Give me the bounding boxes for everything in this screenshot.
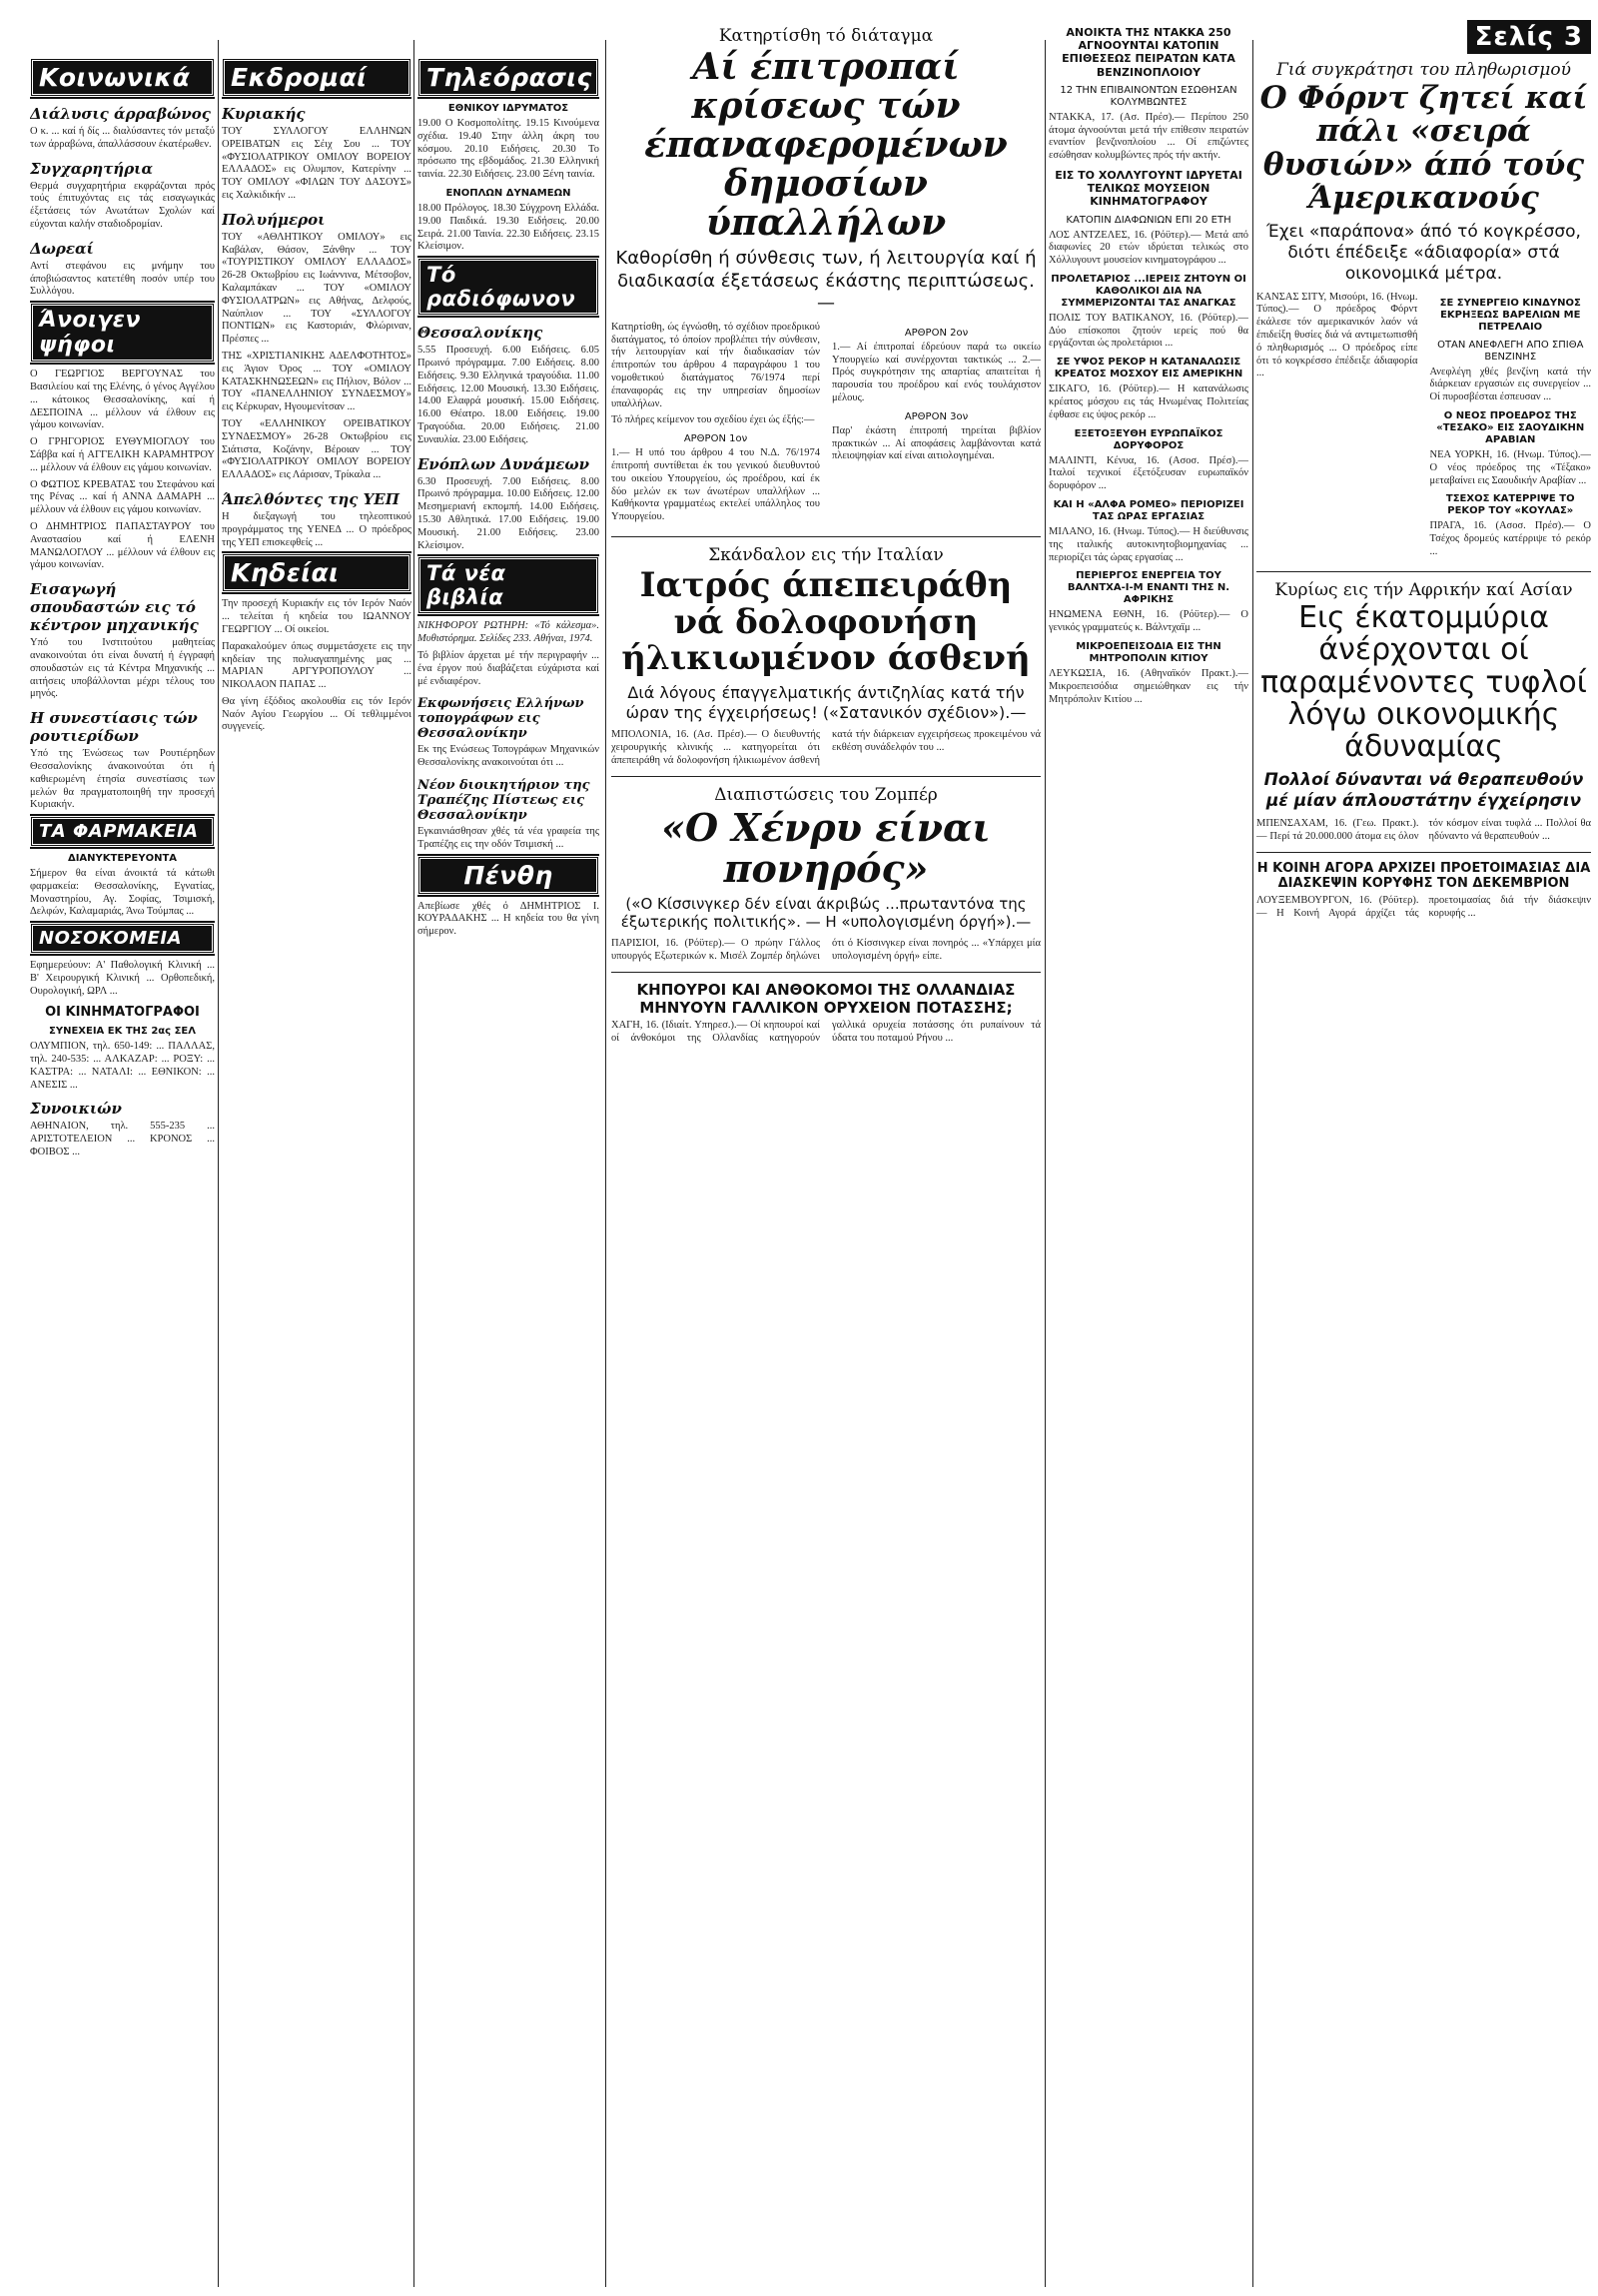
headline: ΕΙΣ ΤΟ ΧΟΛΛΥΓΟΥΝΤ ΙΔΡΥΕΤΑΙ ΤΕΛΙΚΩΣ ΜΟΥΣΕΙΟΝ ΚΙΝΗΜΑΤΟΓΡΑΦΟΥ — [1055, 168, 1242, 209]
divider — [611, 972, 1041, 973]
article-subhead: ΑΡΘΡΟΝ 3ον — [904, 410, 969, 422]
paragraph: Η διεξαγωγή του τηλεοπτικού προγράμματος της ΥΕΝΕΔ ... Ο πρόεδρος της ΥΕΠ επισκεφθείς ... — [222, 510, 411, 548]
kicker: Κυρίως εις τήν Αφρικήν καί Ασίαν — [1274, 579, 1573, 600]
subhead: Εισαγωγή σπουδαστών εις τό κέντρον μηχανικής — [30, 580, 199, 635]
subhead: ΚΑΤΟΠΙΝ ΔΙΑΦΩΝΙΩΝ ΕΠΙ 20 ΕΤΗ — [1066, 214, 1231, 226]
paragraph: Θα γίνη έξόδιος ακολουθία εις τόν Ιερόν Ναόν Αγίου Γεωργίου ... Οί τεθλιμμένοι συγγενείς. — [222, 695, 411, 733]
paragraph: Τό πλήρες κείμενον του σχεδίου έχει ώς έξής:— — [611, 414, 815, 426]
paragraph: 19.00 Ο Κοσμοπολίτης. 19.15 Κινούμενα σχέδια. 19.40 Στην άλλη άκρη του κόσμου. 20.10 Ειδήσεις. 20.30 Το πρόσωπο της εβδομάδος. 21.30 Ελληνική ταινία. 22.30 Ειδήσεις. 23.00 Ξένη ταινία. — [417, 118, 599, 181]
paragraph: ΛΕΥΚΩΣΙΑ, 16. (Αθηναϊκόν Πρακτ.).— Μικροεπεισόδια σημειώθηκαν εις τήν Μητρόπολιν Κιτίου ... — [1049, 668, 1248, 705]
deck: Καθορίσθη ή σύνθεσις των, ή λειτουργία καί ή διαδικασία έξετάσεως έκάστης περιπτώσεως.— — [615, 248, 1037, 315]
box-subhead: ΟΤΑΝ ΑΝΕΦΛΕΓΗ ΑΠΟ ΣΠΙΘΑ ΒΕΝΖΙΝΗΣ — [1437, 339, 1584, 363]
paragraph: 5.55 Προσευχή. 6.00 Ειδήσεις. 6.05 Πρωινό πρόγραμμα. 7.00 Ειδήσεις. 8.00 Ειδήσεις. 9.30 Ελληνικά τραγούδια. 11.00 Ειδήσεις. 12.00 Μουσική. 13.30 Ειδήσεις. 14.00 Ελαφρά μουσική. 15.00 Ειδήσεις. 16.00 Θέατρο. 18.00 Ειδήσεις. 19.00 Τραγούδια. 20.00 Ειδήσεις. 21.00 Συναυλία. 23.00 Ειδήσεις. — [417, 345, 599, 445]
section-banner: Εκδρομαί — [222, 58, 411, 97]
headline: ΑΝΟΙΚΤΑ ΤΗΣ ΝΤΑΚΚΑ 250 ΑΓΝΟΟΥΝΤΑΙ ΚΑΤΟΠΙΝ ΕΠΙΘΕΣΕΩΣ ΠΕΙΡΑΤΩΝ ΚΑΤΑ ΒΕΝΖΙΝΟΠΛΟΙΟΥ — [1062, 26, 1235, 79]
column-rule — [218, 40, 219, 2287]
kicker: Σκάνδαλον εις τήν Ιταλίαν — [708, 545, 944, 566]
subhead: Νέον διοικητήριον της Τραπέζης Πίστεως εις Θεσσαλονίκην — [417, 777, 590, 823]
paragraph: ΜΠΕΝΣΑΧΑΜ, 16. (Γεω. Πρακτ.).— Περί τά 20.000.000 άτομα εις όλον τόν κόσμον είναι τυφλά ... Πολλοί θα ηδύναντο νά θεραπευθούν ... — [1256, 818, 1591, 843]
paragraph: Σήμερον θα είναι άνοικτά τά κάτωθι φαρμακεία: Θεσσαλονίκης, Εγνατίας, Μοναστηρίου, Αγ. Σοφίας, Τσιμισκή, Δελφών, Καλαμαριάς, Άνω Τούμπας ... — [30, 868, 215, 918]
headline: ΜΙΚΡΟΕΠΕΙΣΟΔΙΑ ΕΙΣ ΤΗΝ ΜΗΤΡΟΠΟΛΙΝ ΚΙΤΙΟΥ — [1076, 641, 1221, 665]
paragraph: ΛΟΥΞΕΜΒΟΥΡΓΟΝ, 16. (Ρόϋτερ).— Η Κοινή Αγορά άρχίζει τάς προετοιμασίας διά τήν διάσκεψιν κορυφής ... — [1256, 895, 1591, 919]
paragraph: Εφημερεύουν: Α' Παθολογική Κλινική ... Β' Χειρουργική Κλινική ... Ορθοπεδική, Ουρολογική, ΩΡΛ ... — [30, 960, 215, 997]
paragraph: ΛΟΣ ΑΝΤΖΕΛΕΣ, 16. (Ρόϋτερ).— Μετά από διαφωνίες 20 ετών ιδρύεται τελικώς στο Χόλλυγουντ μουσείον κινηματογράφου ... — [1049, 229, 1248, 267]
section-banner: Κηδείαι — [222, 553, 411, 592]
paragraph: Παρακαλούμεν όπως συμμετάσχετε εις την κηδείαν της πολυαγαπημένης μας ... ΜΑΡΙΑΝ ΑΡΓΥΡΟΠΟΥΛΟΥ ... ΝΙΚΟΛΑΟΝ ΠΑΠΑΣ ... — [222, 640, 411, 691]
paragraph: ΟΛΥΜΠΙΟΝ, τηλ. 650-149: ... ΠΑΛΛΑΣ, τηλ. 240-535: ... ΑΛΚΑΖΑΡ: ... ΡΟΞΥ: ... ΚΑΣΤΡΑ: ... ΝΑΤΑΛΙ: ... ΕΘΝΙΚΟΝ: ... ΑΝΕΣΙΣ ... — [30, 1041, 215, 1091]
headline: Ο Φόρντ ζητεί καί πάλι «σειρά θυσιών» άπό τούς Άμερικανούς — [1259, 80, 1588, 217]
paragraph: Θερμά συγχαρητήρια εκφράζονται πρός τούς έπιτυχόντας εις τάς εισαγωγικάς έξετάσεις τών Ανωτάτων Σχολών καί εύχονται καλήν σταδιοδρομίαν. — [30, 180, 215, 230]
box-headline: ΣΕ ΣΥΝΕΡΓΕΙΟ ΚΙΝΔΥΝΟΣ ΕΚΡΗΞΕΩΣ ΒΑΡΕΛΙΩΝ ΜΕ ΠΕΤΡΕΛΑΙΟ — [1439, 297, 1581, 333]
cinemas-title: ΟΙ ΚΙΝΗΜΑΤΟΓΡΑΦΟΙ — [45, 1004, 200, 1020]
paragraph: ΜΑΛΙΝΤΙ, Κένυα, 16. (Ασοσ. Πρέσ).— Ιταλοί τεχνικοί έξετόξευσαν ευρωπαϊκόν δορυφόρον ... — [1049, 454, 1248, 492]
paragraph: Τό βιβλίον άρχεται μέ τήν περιγραφήν ... ένα έργον πού διαβάζεται εύχάριστα καί μέ ενδιαφέρον. — [417, 649, 599, 687]
paragraph: Κατηρτίσθη, ώς έγνώσθη, τό σχέδιον προεδρικού διατάγματος, τό όποίον προβλέπει τήν σύνθεσιν, τήν λειτουργίαν καί τήν διαδικασίαν τών έπιτροπών του άρθρου 4 παραγράφου 1 του νομοθετικού διατάγματος 76/1974 περί έπαναφοράς εις την υπηρεσίαν δημοσίων υπαλλήλων. — [611, 321, 820, 409]
subhead: Άπελθόντες της ΥΕΠ — [222, 489, 400, 508]
paragraph: ΤΟΥ ΣΥΛΛΟΓΟΥ ΕΛΛΗΝΩΝ ΟΡΕΙΒΑΤΩΝ εις Σέιχ Σου ... ΤΟΥ «ΦΥΣΙΟΛΑΤΡΙΚΟΥ ΟΜΙΛΟΥ ΒΟΡΕΙΟΥ ΕΛΛΑΔΟΣ» εις Ολυμπον, Κατερίνην ... ΤΟΥ ΟΜΙΛΟΥ «ΦΙΛΩΝ ΤΟΥ ΔΑΣΟΥΣ» εις Χαλκιδικήν ... — [222, 126, 411, 201]
kicker: Κατηρτίσθη τό διάταγμα — [718, 26, 934, 46]
paragraph: ΤΟΥ «ΑΘΛΗΤΙΚΟΥ ΟΜΙΛΟΥ» εις Καβάλαν, Θάσον, Ξάνθην ... ΤΟΥ «ΤΟΥΡΙΣΤΙΚΟΥ ΟΜΙΛΟΥ ΕΛΛΑΔΟΣ» 26-28 Οκτωβρίου εις Ιωάννινα, Μέτσοβον, Καλαμπάκαν ... ΤΟΥ «ΟΜΙΛΟΥ ΦΥΣΙΟΛΑΤΡΩΝ» εις Αθήνας, Δελφούς, Ναύπλιον ... ΤΟΥ «ΣΥΛΛΟΓΟΥ ΠΟΝΤΙΩΝ» εις Καστοριάν, Φλώριναν, Πρέσπες ... — [222, 231, 411, 346]
paragraph: Ο ΓΕΩΡΓΙΟΣ ΒΕΡΓΟΥΝΑΣ του Βασιλείου καί της Ελένης, ό γένος Αγγέλου ... κάτοικος Θεσσαλονίκης, καί ή ΔΕΣΠΟΙΝΑ ... μέλλουν νά έλθουν εις γάμου κοινωνίαν. — [30, 369, 215, 431]
column-television — [417, 58, 599, 2285]
paragraph: Ανεφλέγη χθές βενζίνη κατά τήν διάρκειαν εργασιών εις συνεργείον ... Οί πυροσβέσται έσπευσαν ... — [1429, 366, 1591, 403]
subhead: Πολυήμεροι — [222, 210, 326, 229]
deck: Έχει «παράπονα» άπό τό κογκρέσσο, διότι έπέδειξε «άδιαφορία» στά οικονομικά μέτρα. — [1266, 221, 1581, 285]
section-banner: Τηλεόρασις — [417, 58, 599, 97]
subhead: ΕΘΝΙΚΟΥ ΙΔΡΥΜΑΤΟΣ — [447, 103, 569, 114]
section-banner: Άνοιγεν ψήφοι — [30, 303, 215, 363]
deck: Διά λόγους έπαγγελματικής άντιζηλίας κατά τήν ώραν της έγχειρήσεως! («Σατανικόν σχέδιον»).— — [625, 683, 1027, 723]
subhead: Θεσσαλονίκης — [417, 324, 543, 343]
deck: Πολλοί δύνανται νά θεραπευθούν μέ μίαν άπλουστάτην έγχείρησιν — [1263, 769, 1584, 811]
divider — [611, 776, 1041, 777]
column-lead-stories — [611, 20, 1041, 2287]
paragraph: 6.30 Προσευχή. 7.00 Ειδήσεις. 8.00 Πρωινό πρόγραμμα. 10.00 Ειδήσεις. 12.00 Μεσημεριανή εκπομπή. 14.00 Ειδήσεις. 15.30 Αθλητικά. 17.00 Ειδήσεις. 19.00 Μουσική. 21.00 Ειδήσεις. 23.00 Κλείσιμον. — [417, 475, 599, 551]
column-rule — [605, 40, 606, 2287]
paragraph: Την προσεχή Κυριακήν εις τόν Ιερόν Ναόν ... τελείται ή κηδεία του ΙΩΑΝΝΟΥ ΓΕΩΡΓΙΟΥ ... Οί οικείοι. — [222, 598, 411, 635]
book-title: ΝΙΚΗΦΟΡΟΥ ΡΩΤΗΡΗ: «Τό κάλεσμα». Μυθιστόρημα. Σελίδες 233. Αθήναι, 1974. — [417, 620, 599, 645]
subhead: 12 ΤΗΝ ΕΠΙΒΑΙΝΟΝΤΩΝ ΕΣΩΘΗΣΑΝ ΚΟΛΥΜΒΩΝΤΕΣ — [1060, 84, 1237, 108]
paragraph: ΠΡΑΓΑ, 16. (Ασοσ. Πρέσ).— Ο Τσέχος δρομεύς κατέρριψε τό ρεκόρ ... — [1429, 520, 1591, 557]
paragraph: ΣΙΚΑΓΟ, 16. (Ρόϋτερ).— Η κατανάλωσις κρέατος μόσχου εις τάς Ηνωμένας Πολιτείας έφθασε εις ύψος ρεκόρ ... — [1049, 383, 1248, 420]
subhead: Διάλυσις άρραβώνος — [30, 105, 211, 123]
headline: ΠΕΡΙΕΡΓΟΣ ΕΝΕΡΓΕΙΑ ΤΟΥ ΒΑΛΝΤΧΑ-Ι-Μ ΕΝΑΝΤΙ ΤΗΣ Ν. ΑΦΡΙΚΗΣ — [1067, 570, 1230, 606]
headline: Αί έπιτροπαί κρίσεως τών έπαναφερομένων δημοσίων ύπαλλήλων — [644, 46, 1008, 244]
paragraph: Εγκαινιάσθησαν χθές τά νέα γραφεία της Τραπέζης εις την οδόν Τσιμισκή ... — [417, 825, 599, 850]
subhead: ΕΝΟΠΛΩΝ ΔΥΝΑΜΕΩΝ — [445, 187, 571, 199]
headline: Ο ΝΕΟΣ ΠΡΟΕΔΡΟΣ ΤΗΣ «ΤΕΣΑΚΟ» ΕΙΣ ΣΑΟΥΔΙΚΗΝ ΑΡΑΒΙΑΝ — [1436, 410, 1585, 446]
headline: ΕΞΕΤΟΞΕΥΘΗ ΕΥΡΩΠΑΪΚΟΣ ΔΟΡΥΦΟΡΟΣ — [1074, 427, 1223, 451]
paragraph: 18.00 Πρόλογος. 18.30 Σύγχρονη Ελλάδα. 19.00 Παιδικά. 19.30 Ειδήσεις. 20.00 Σειρά. 21.00 Ταινία. 22.30 Ειδήσεις. 23.15 Κλείσιμον. — [417, 202, 599, 253]
kicker: Γιά συγκράτησι του πληθωρισμού — [1276, 60, 1571, 80]
article-body — [611, 322, 1041, 528]
paragraph: ΜΙΛΑΝΟ, 16. (Ηνωμ. Τύπος).— Η διεύθυνσις της ιταλικής αυτοκινητοβιομηχανίας ... περιορίζει τάς ώρας εργασίας ... — [1049, 526, 1248, 563]
paragraph: ΠΑΡΙΣΙΟΙ, 16. (Ρόϋτερ).— Ο πρώην Γάλλος υπουργός Εξωτερικών κ. Μισέλ Ζομπέρ δηλώνει ότι ό Κίσσινγκερ είναι πονηρός ... «Υπάρχει μία υπολογισμένη όργή» είπε. — [611, 938, 1041, 962]
headline: «Ο Χένρυ είναι πονηρός» — [661, 804, 991, 891]
divider — [1256, 571, 1591, 572]
section-banner: Πένθη — [417, 856, 599, 895]
divider — [611, 536, 1041, 537]
pharmacies-header: ΔΙΑΝΥΚΤΕΡΕΥΟΝΤΑ — [67, 853, 178, 865]
paragraph: ΝΕΑ ΥΟΡΚΗ, 16. (Ηνωμ. Τύπος).— Ο νέος πρόεδρος της «Τέξακο» μεταβαίνει εις Σαουδικήν Αραβίαν ... — [1429, 449, 1591, 486]
paragraph: Εκ της Ενώσεως Τοπογράφων Μηχανικών Θεσσαλονίκης ανακοινούται ότι ... — [417, 744, 599, 769]
paragraph: ΠΟΛΙΣ ΤΟΥ ΒΑΤΙΚΑΝΟΥ, 16. (Ρόϋτερ).— Δύο επίσκοποι ζητούν ιερείς πού θα εργάζονται ώς προλετάριοι ... — [1049, 312, 1248, 350]
paragraph: Υπό της Ένώσεως των Ρουτιέρηδων Θεσσαλονίκης άνακοινούται ότι ή καθιερωμένη έτησία συνεστίασις των μελών θα πραγματοποιηθή την προσεχή Κυριακήν. — [30, 748, 215, 811]
page-number-label: Σελίς 3 — [1467, 20, 1591, 54]
headline: Η ΚΟΙΝΗ ΑΓΟΡΑ ΑΡΧΙΖΕΙ ΠΡΟΕΤΟΙΜΑΣΙΑΣ ΔΙΑ ΔΙΑΣΚΕΨΙΝ ΚΟΡΥΦΗΣ ΤΟΝ ΔΕΚΕΜΒΡΙΟΝ — [1256, 860, 1591, 892]
paragraph: ΗΝΩΜΕΝΑ ΕΘΝΗ, 16. (Ρόϋτερ).— Ο γενικός γραμματεύς κ. Βάλντχαϊμ ... — [1049, 609, 1248, 634]
column-excursions — [222, 58, 411, 2285]
headline: ΤΣΕΧΟΣ ΚΑΤΕΡΡΙΨΕ ΤΟ ΡΕΚΟΡ ΤΟΥ «ΚΟΥΛΑΣ» — [1445, 493, 1575, 517]
subhead: Η συνεστίασις τών ρουτιερίδων — [30, 709, 198, 746]
section-banner: ΤΑ ΦΑΡΜΑΚΕΙΑ — [30, 816, 215, 847]
kicker: Διαπιστώσεις του Ζομπέρ — [714, 784, 938, 805]
article-subhead: ΑΡΘΡΟΝ 2ον — [904, 327, 969, 339]
headline: Ιατρός άπεπειράθη νά δολοφονήση ήλικιωμένον άσθενή — [621, 565, 1031, 679]
column-social — [30, 58, 215, 2285]
subhead: Εκφωνήσεις Ελλήνων τοπογράφων εις Θεσσαλονίκην — [417, 696, 584, 742]
paragraph: ΚΑΝΣΑΣ ΣΙΤΥ, Μισούρι, 16. (Ηνωμ. Τύπος).— Ο πρόεδρος Φόρντ έκάλεσε τόν αμερικανικόν λαόν νά έπιδείξη θυσίες διά νά αντιμετωπισθή ό πληθωρισμός ... Ο πρόεδρος είπε ότι τό κογκρέσσο έπέδειξε άδιαφορία ... — [1256, 291, 1418, 380]
column-rule — [413, 40, 414, 2287]
subhead: Κυριακής — [222, 105, 306, 123]
column-front-right — [1256, 20, 1591, 2287]
column-rule — [1252, 40, 1253, 2287]
paragraph: Παρ' έκάστη έπιτροπή τηρείται βιβλίον πρακτικών ... Αί αποφάσεις λαμβάνονται κατά πλειοψηφίαν καί είναι αιτιολογημέναι. — [832, 424, 1041, 462]
headline: Εις έκατομμύρια άνέρχονται οί παραμένοντες τυφλοί λόγω οικονομικής άδυναμίας — [1260, 599, 1587, 765]
headline: ΚΗΠΟΥΡΟΙ ΚΑΙ ΑΝΘΟΚΟΜΟΙ ΤΗΣ ΟΛΛΑΝΔΙΑΣ ΜΗΝΥΟΥΝ ΓΑΛΛΙΚΟΝ ΟΡΥΧΕΙΟΝ ΠΟΤΑΣΣΗΣ; — [636, 980, 1016, 1017]
deck: («Ο Κίσσινγκερ δέν είναι άκριβώς ...πρωταντόνα της έξωτερικής πολιτικής». — Η «υπολογισμένη όργή»).— — [620, 894, 1032, 932]
paragraph: ΤΟΥ «ΕΛΛΗΝΙΚΟΥ ΟΡΕΙΒΑΤΙΚΟΥ ΣΥΝΔΕΣΜΟΥ» 26-28 Οκτωβρίου εις Σιάτιστα, Κοζάνην, Βέροιαν ... ΤΟΥ «ΦΥΣΙΟΛΑΤΡΙΚΟΥ ΟΜΙΛΟΥ ΒΟΡΕΙΟΥ ΕΛΛΑΔΟΣ» εις Λάρισαν, Τρίκαλα ... — [222, 417, 411, 481]
headline: ΣΕ ΥΨΟΣ ΡΕΚΟΡ Η ΚΑΤΑΝΑΛΩΣΙΣ ΚΡΕΑΤΟΣ ΜΟΣΧΟΥ ΕΙΣ ΑΜΕΡΙΚΗΝ — [1054, 357, 1243, 381]
paragraph: Ο ΓΡΗΓΟΡΙΟΣ ΕΥΘΥΜΙΟΓΛΟΥ του Σάββα καί ή ΑΓΓΕΛΙΚΗ ΚΑΡΑΜΗΤΡΟΥ ... μέλλουν νά έλθουν εις γάμου κοινωνίαν. — [30, 436, 215, 473]
paragraph: ΝΤΑΚΚΑ, 17. (Ασ. Πρέσ).— Περίπου 250 άτομα άγνοούνται μετά τήν επίθεσιν πειρατών εναντίον βενζινοπλοίου ... Οί επιζώντες εσώθησαν κολυμβώντες πρός τήν ακτήν. — [1049, 111, 1248, 162]
subhead: Συγχαρητήρια — [30, 159, 153, 178]
column-rule — [1045, 40, 1046, 2287]
paragraph: Ο ΔΗΜΗΤΡΙΟΣ ΠΑΠΑΣΤΑΥΡΟΥ του Αναστασίου καί ή ΕΛΕΝΗ ΜΑΝΩΛΟΓΛΟΥ ... μέλλουν νά έλθουν εις γάμου κοινωνίαν. — [30, 520, 215, 571]
paragraph: ΑΘΗΝΑΙΟΝ, τηλ. 555-235 ... ΑΡΙΣΤΟΤΕΛΕΙΟΝ ... ΚΡΟΝΟΣ ... ΦΟΙΒΟΣ ... — [30, 1121, 215, 1158]
column-briefs — [1049, 20, 1248, 2287]
cinemas-header: ΣΥΝΕΧΕΙΑ ΕΚ ΤΗΣ 2ας ΣΕΛ — [49, 1026, 196, 1038]
section-banner: Τό ραδιόφωνον — [417, 258, 599, 316]
section-banner: ΝΟΣΟΚΟΜΕΙΑ — [30, 923, 215, 954]
subhead: Ενόπλων Δυνάμεων — [417, 454, 590, 473]
paragraph: 1.— Η υπό του άρθρου 4 του Ν.Δ. 76/1974 έπιτροπή συντίθεται έκ του γενικού διευθυντού του οικείου Υπουργείου, ώς προέδρου, καί έκ δύο μελών εκ των άνωτέρων υπαλλήλων ... Καθήκοντα γραμματέως εκτελεί υπάλληλος του Υπουργείου. — [611, 447, 820, 523]
paragraph: Ο κ. ... καί ή δίς ... διαλύσαντες τόν μεταξύ των άρραβώνα, άπαλλάσσουν έκατέρωθεν. — [30, 126, 215, 150]
divider — [1256, 852, 1591, 853]
article-body — [1256, 292, 1591, 563]
paragraph: 1.— Αί έπιτροπαί έδρεύουν παρά τω οικείω Υπουργείω καί συνέρχονται τακτικώς ... 2.— Πρός συγκρότησιν της απαρτίας απαιτείται ή παρουσία του προέδρου καί ενός τουλάχιστον μέλους. — [832, 341, 1041, 404]
paragraph: ΧΑΓΗ, 16. (Ιδιαίτ. Υπηρεσ.).— Οί κηπουροί καί οί άνθοκόμοι της Ολλανδίας κατηγορούν γαλλικά ορυχεία ποτάσσης ότι ρυπαίνουν τά ύδατα του ποταμού Ρήνου ... — [611, 1019, 1041, 1044]
paragraph: ΤΗΣ «ΧΡΙΣΤΙΑΝΙΚΗΣ ΑΔΕΛΦΟΤΗΤΟΣ» εις Άγιον Όρος ... ΤΟΥ «ΟΜΙΛΟΥ ΚΑΤΑΣΚΗΝΩΣΕΩΝ» εις Πήλιον, Βόλον ... ΤΟΥ «ΠΑΝΕΛΛΗΝΙΟΥ ΣΥΝΔΕΣΜΟΥ» εις Κέρκυραν, Ηγουμενίτσαν ... — [222, 350, 411, 413]
headline: ΠΡΟΛΕΤΑΡΙΟΣ ...ΙΕΡΕΙΣ ΖΗΤΟΥΝ ΟΙ ΚΑΘΟΛΙΚΟΙ ΔΙΑ ΝΑ ΣΥΜΜΕΡΙΖΟΝΤΑΙ ΤΑΣ ΑΝΑΓΚΑΣ — [1051, 273, 1246, 309]
paragraph: ΜΠΟΛΟΝΙΑ, 16. (Ασ. Πρέσ).— Ο διευθυντής χειρουργικής κλινικής ... κατηγορείται ότι άπεπειράθη νά δολοφονήση ήλικιωμένον άσθενή κατά τήν διάρκειαν εγχειρήσεως προκειμένου νά εκθέση συνάδελφόν του ... — [611, 729, 1041, 766]
paragraph: Υπό του Ινστιτούτου μαθητείας ανακοινούται ότι είναι δυνατή ή έγγραφή σπουδαστών εις τά Κέντρα Μηχανικής ... αιτήσεις υποβάλλονται μέχρι τέλους του μηνός. — [30, 637, 215, 700]
section-banner: Τά νέα βιβλία — [417, 556, 599, 614]
paragraph: Ο ΦΩΤΙΟΣ ΚΡΕΒΑΤΑΣ του Στεφάνου καί της Ρένας ... καί ή ΑΝΝΑ ΔΑΜΑΡΗ ... μέλλουν νά έλθουν εις γάμου κοινωνίαν. — [30, 478, 215, 516]
article-subhead: ΑΡΘΡΟΝ 1ον — [683, 433, 748, 445]
section-banner: Κοινωνικά — [30, 58, 215, 97]
subhead: Δωρεαί — [30, 239, 94, 258]
subhead: Συνοικιών — [30, 1100, 122, 1119]
paragraph: Απεβίωσε χθές ό ΔΗΜΗΤΡΙΟΣ Ι. ΚΟΥΡΑΔΑΚΗΣ ... Η κηδεία του θα γίνη σήμερον. — [417, 900, 599, 938]
paragraph: Αντί στεφάνου εις μνήμην του άποβιώσαντος κατετέθη ποσόν υπέρ του Συλλόγου. — [30, 260, 215, 298]
headline: ΚΑΙ Η «ΑΛΦΑ ΡΟΜΕΟ» ΠΕΡΙΟΡΙΖΕΙ ΤΑΣ ΩΡΑΣ ΕΡΓΑΣΙΑΣ — [1053, 499, 1244, 523]
